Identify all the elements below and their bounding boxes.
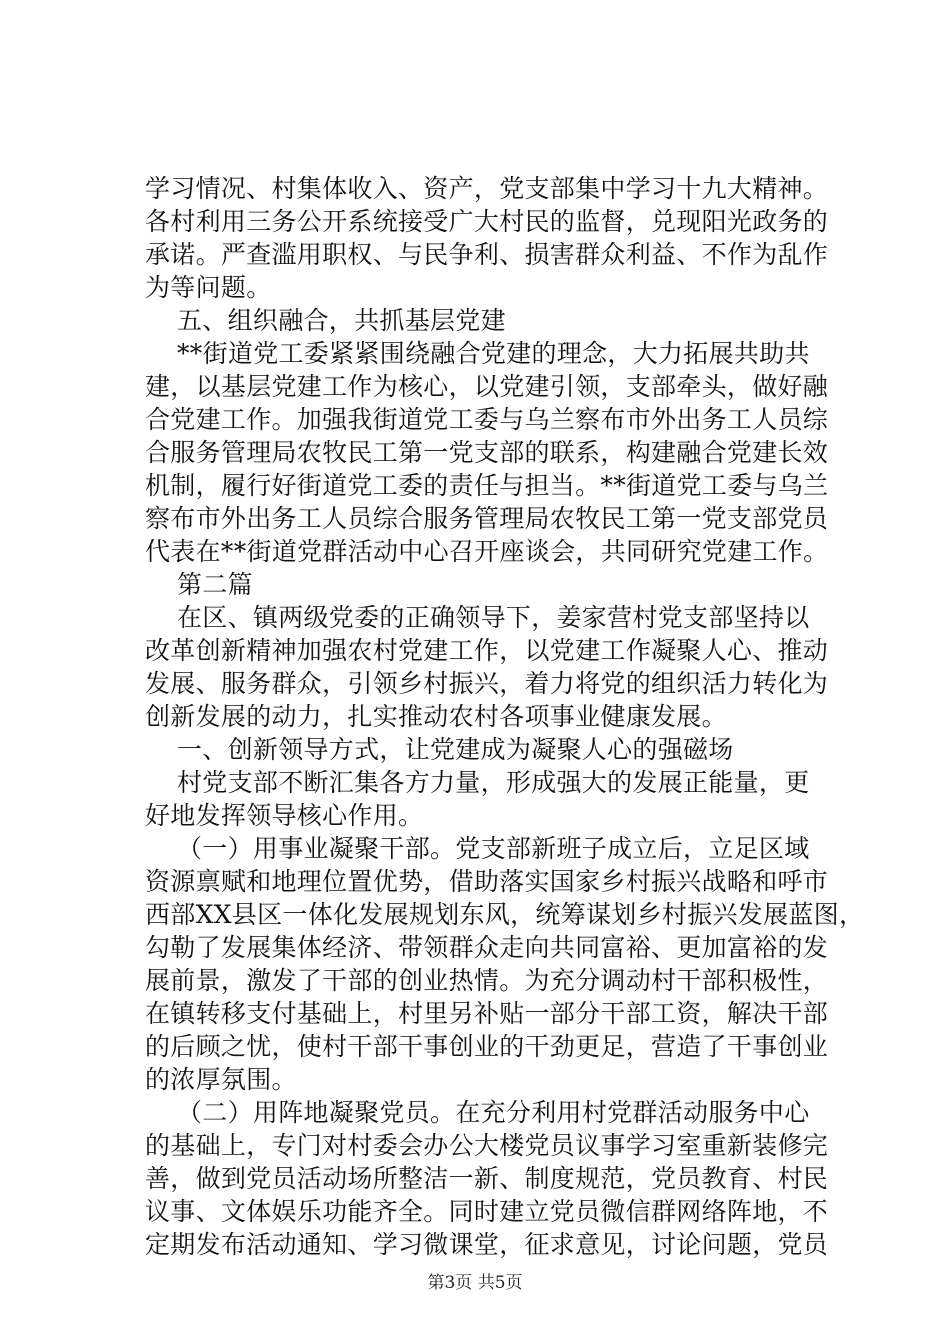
body-line: 合服务管理局农牧民工第一党支部的联系，构建融合党建长效 xyxy=(145,438,829,467)
body-line: 创新发展的动力，扎实推动农村各项事业健康发展。 xyxy=(145,702,727,731)
body-line: 机制，履行好街道党工委的责任与担当。**街道党工委与乌兰 xyxy=(145,471,829,500)
body-line: 建，以基层党建工作为核心，以党建引领，支部牵头，做好融 xyxy=(145,372,829,401)
body-line: 各村利用三务公开系统接受广大村民的监督，兑现阳光政务的 xyxy=(145,207,829,236)
body-line: 展前景，激发了干部的创业热情。为充分调动村干部积极性， xyxy=(145,966,829,995)
body-line: 承诺。严查滥用职权、与民争利、损害群众利益、不作为乱作 xyxy=(145,240,829,269)
body-line: 资源禀赋和地理位置优势，借助落实国家乡村振兴战略和呼市 xyxy=(145,867,829,896)
body-line: （二）用阵地凝聚党员。在充分利用村党群活动服务中心 xyxy=(177,1098,810,1127)
body-line: 村党支部不断汇集各方力量，形成强大的发展正能量，更 xyxy=(177,768,810,797)
body-line: 代表在**街道党群活动中心召开座谈会，共同研究党建工作。 xyxy=(145,537,829,566)
body-line: 改革创新精神加强农村党建工作，以党建工作凝聚人心、推动 xyxy=(145,636,829,665)
section-heading: 一、创新领导方式，让党建成为凝聚人心的强磁场 xyxy=(177,735,734,764)
body-line: 在镇转移支付基础上，村里另补贴一部分干部工资，解决干部 xyxy=(145,999,829,1028)
page-number: 第3页 共5页 xyxy=(427,1273,523,1293)
body-line: **街道党工委紧紧围绕融合党建的理念，大力拓展共助共 xyxy=(177,339,810,368)
body-line: 的后顾之忧，使村干部干事创业的干劲更足，营造了干事创业 xyxy=(145,1032,829,1061)
body-line: 好地发挥领导核心作用。 xyxy=(145,801,424,830)
body-line: 的浓厚氛围。 xyxy=(145,1065,297,1094)
section-heading: 第二篇 xyxy=(177,570,253,599)
body-line: 善，做到党员活动场所整洁一新、制度规范，党员教育、村民 xyxy=(145,1164,829,1193)
body-line: 勾勒了发展集体经济、带领群众走向共同富裕、更加富裕的发 xyxy=(145,933,829,962)
body-line: 学习情况、村集体收入、资产，党支部集中学习十九大精神。 xyxy=(145,174,829,203)
body-line: 察布市外出务工人员综合服务管理局农牧民工第一党支部党员 xyxy=(145,504,829,533)
section-heading: 五、组织融合，共抓基层党建 xyxy=(177,306,506,335)
body-line: 为等问题。 xyxy=(145,273,272,302)
body-line: 议事、文体娱乐功能齐全。同时建立党员微信群网络阵地，不 xyxy=(145,1197,829,1226)
body-line: 的基础上，专门对村委会办公大楼党员议事学习室重新装修完 xyxy=(145,1131,829,1160)
body-line: 西部XX县区一体化发展规划东风，统筹谋划乡村振兴发展蓝图， xyxy=(145,900,865,929)
body-line: 发展、服务群众，引领乡村振兴，着力将党的组织活力转化为 xyxy=(145,669,829,698)
body-line: 在区、镇两级党委的正确领导下，姜家营村党支部坚持以 xyxy=(177,603,810,632)
body-line: 合党建工作。加强我街道党工委与乌兰察布市外出务工人员综 xyxy=(145,405,829,434)
body-line: 定期发布活动通知、学习微课堂，征求意见，讨论问题，党员 xyxy=(145,1230,829,1259)
body-line: （一）用事业凝聚干部。党支部新班子成立后，立足区域 xyxy=(177,834,810,863)
